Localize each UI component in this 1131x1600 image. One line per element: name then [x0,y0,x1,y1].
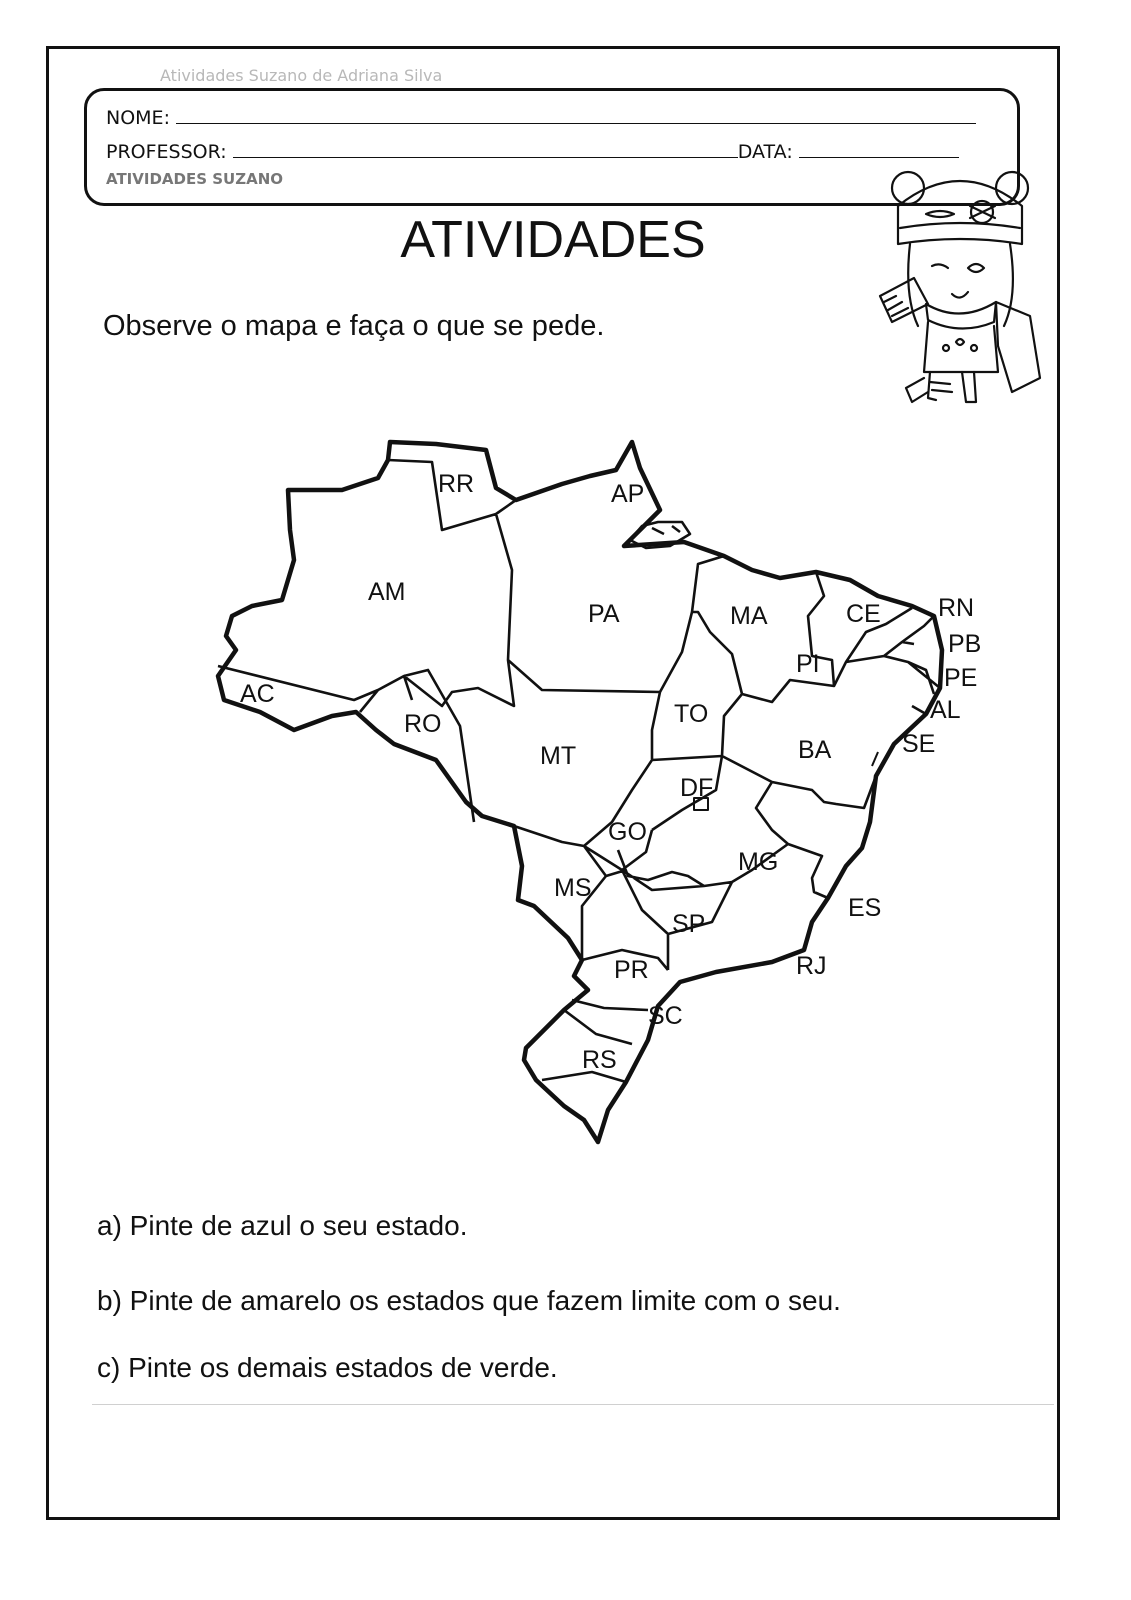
data-field[interactable] [799,139,959,158]
professor-line [106,139,959,163]
state-label-am: AM [368,578,406,606]
state-label-rr: RR [438,470,475,498]
state-label-es: ES [848,894,882,922]
header-subtitle: ATIVIDADES SUZANO [106,170,284,188]
state-label-pa: PA [588,600,620,628]
page-title: ATIVIDADES [400,211,706,269]
watermark: Atividades Suzano de Adriana Silva [160,66,443,85]
brazil-map [212,430,992,1160]
state-label-ac: AC [240,680,275,708]
state-label-pi: PI [796,650,820,678]
data-label: DATA: [737,141,793,163]
state-label-pr: PR [614,956,649,984]
professor-label: PROFESSOR: [106,141,227,163]
nome-field[interactable] [176,105,976,124]
state-label-pe: PE [944,664,978,692]
character-illustration [870,166,1050,416]
state-label-ro: RO [404,710,442,738]
state-label-rj: RJ [796,952,827,980]
state-label-rn: RN [938,594,975,622]
state-label-mt: MT [540,742,577,770]
es-marker [872,752,878,766]
state-label-mg: MG [738,848,779,876]
state-label-se: SE [902,730,936,758]
nome-label: NOME: [106,107,170,129]
brazil-outline [218,442,942,1142]
state-label-pb: PB [948,630,982,658]
state-label-ma: MA [730,602,768,630]
state-borders [218,442,940,1082]
state-label-ce: CE [846,600,881,628]
instruction-text: Observe o mapa e faça o que se pede. [103,310,605,342]
state-label-ms: MS [554,874,592,902]
state-label-to: TO [674,700,709,728]
state-label-ap: AP [611,480,645,508]
state-label-al: AL [930,696,961,724]
divider [92,1404,1054,1405]
nome-line [106,105,976,129]
question-a: a) Pinte de azul o seu estado. [97,1210,468,1241]
state-label-sc: SC [648,1002,683,1030]
professor-field[interactable] [233,139,738,158]
state-label-go: GO [608,818,647,846]
state-label-rs: RS [582,1046,617,1074]
question-b: b) Pinte de amarelo os estados que fazem limite com o seu. [97,1285,841,1316]
state-label-df: DF [680,774,714,802]
state-label-ba: BA [798,736,832,764]
question-c: c) Pinte os demais estados de verde. [97,1352,558,1383]
state-label-sp: SP [672,910,706,938]
